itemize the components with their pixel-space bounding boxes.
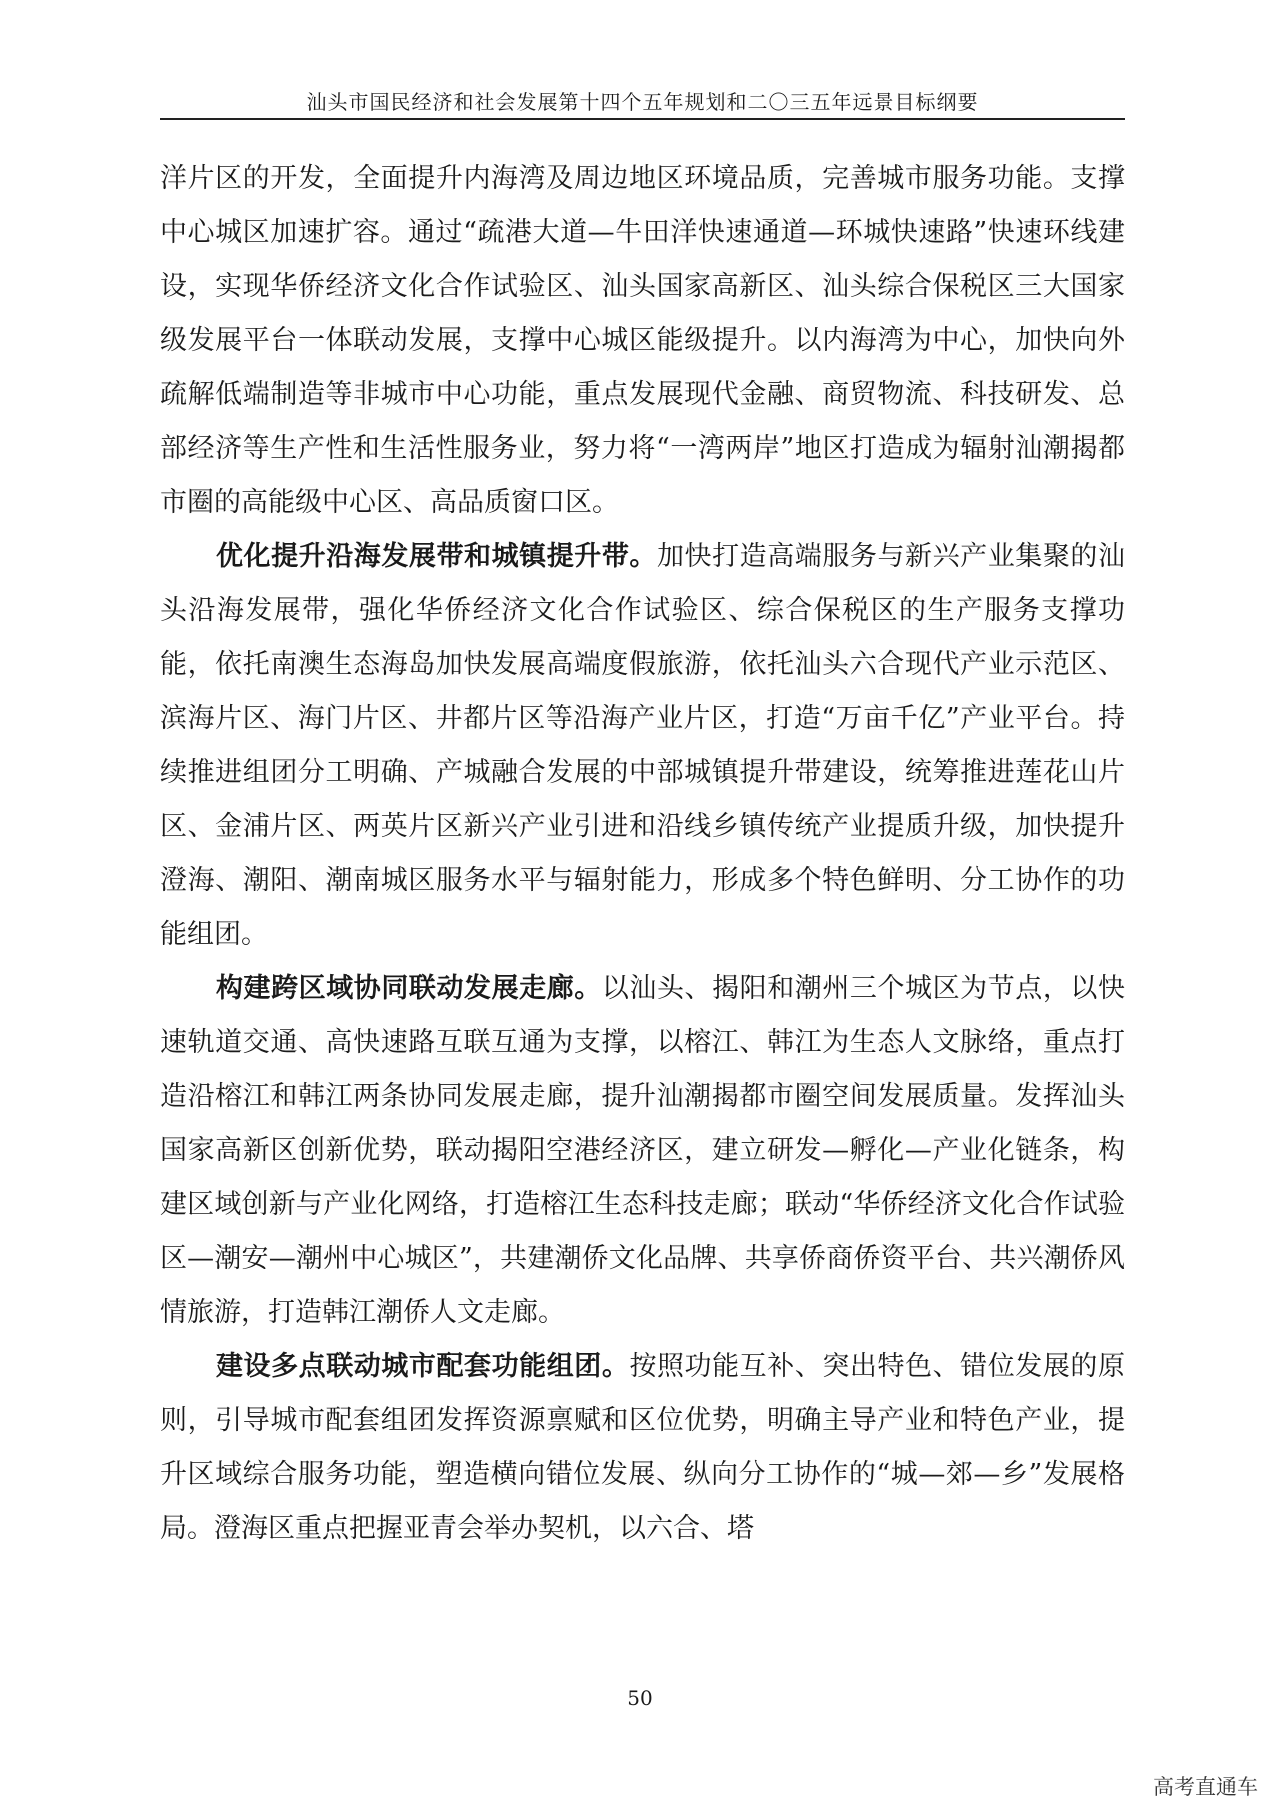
paragraph-2 (160, 530, 1125, 962)
paragraph-4-heading: 建设多点联动城市配套功能组团。 (216, 1351, 630, 1382)
paragraph-1-text: 洋片区的开发，全面提升内海湾及周边地区环境品质，完善城市服务功能。支撑中心城区加速扩容。通过“疏港大道—牛田洋快速通道—环城快速路”快速环线建设，实现华侨经济文化合作试验区、汕头国家高新区、汕头综合保税区三大国家级发展平台一体联动发展，支撑中心城区能级提升。以内海湾为中心，加快向外疏解低端制造等非城市中心功能，重点发展现代金融、商贸物流、科技研发、总部经济等生产性和生活性服务业，努力将“一湾两岸”地区打造成为辐射汕潮揭都市圈的高能级中心区、高品质窗口区。 (160, 163, 1125, 518)
paragraph-4 (160, 1340, 1125, 1556)
paragraph-2-heading: 优化提升沿海发展带和城镇提升带。 (216, 541, 657, 572)
body-text (160, 152, 1125, 1556)
paragraph-1 (160, 152, 1125, 530)
paragraph-3-text: 以汕头、揭阳和潮州三个城区为节点，以快速轨道交通、高快速路互联互通为支撑，以榕江、韩江为生态人文脉络，重点打造沿榕江和韩江两条协同发展走廊，提升汕潮揭都市圈空间发展质量。发挥汕头国家高新区创新优势，联动揭阳空港经济区，建立研发—孵化—产业化链条，构建区域创新与产业化网络，打造榕江生态科技走廊；联动“华侨经济文化合作试验区—潮安—潮州中心城区”，共建潮侨文化品牌、共享侨商侨资平台、共兴潮侨风情旅游，打造韩江潮侨人文走廊。 (160, 973, 1125, 1328)
header-rule (160, 118, 1125, 120)
page-number: 50 (627, 1686, 653, 1710)
running-header: 汕头市国民经济和社会发展第十四个五年规划和二〇三五年远景目标纲要 (306, 90, 979, 114)
paragraph-4-text: 按照功能互补、突出特色、错位发展的原则，引导城市配套组团发挥资源禀赋和区位优势，明确主导产业和特色产业，提升区域综合服务功能，塑造横向错位发展、纵向分工协作的“城—郊—乡”发展格局。澄海区重点把握亚青会举办契机，以六合、塔 (160, 1351, 1125, 1544)
paragraph-3 (160, 962, 1125, 1340)
paragraph-2-text: 加快打造高端服务与新兴产业集聚的汕头沿海发展带，强化华侨经济文化合作试验区、综合保税区的生产服务支撑功能，依托南澳生态海岛加快发展高端度假旅游，依托汕头六合现代产业示范区、滨海片区、海门片区、井都片区等沿海产业片区，打造“万亩千亿”产业平台。持续推进组团分工明确、产城融合发展的中部城镇提升带建设，统筹推进莲花山片区、金浦片区、两英片区新兴产业引进和沿线乡镇传统产业提质升级，加快提升澄海、潮阳、潮南城区服务水平与辐射能力，形成多个特色鲜明、分工协作的功能组团。 (160, 541, 1125, 950)
watermark: 高考直通车 (1153, 1775, 1258, 1799)
paragraph-3-heading: 构建跨区域协同联动发展走廊。 (216, 973, 602, 1004)
